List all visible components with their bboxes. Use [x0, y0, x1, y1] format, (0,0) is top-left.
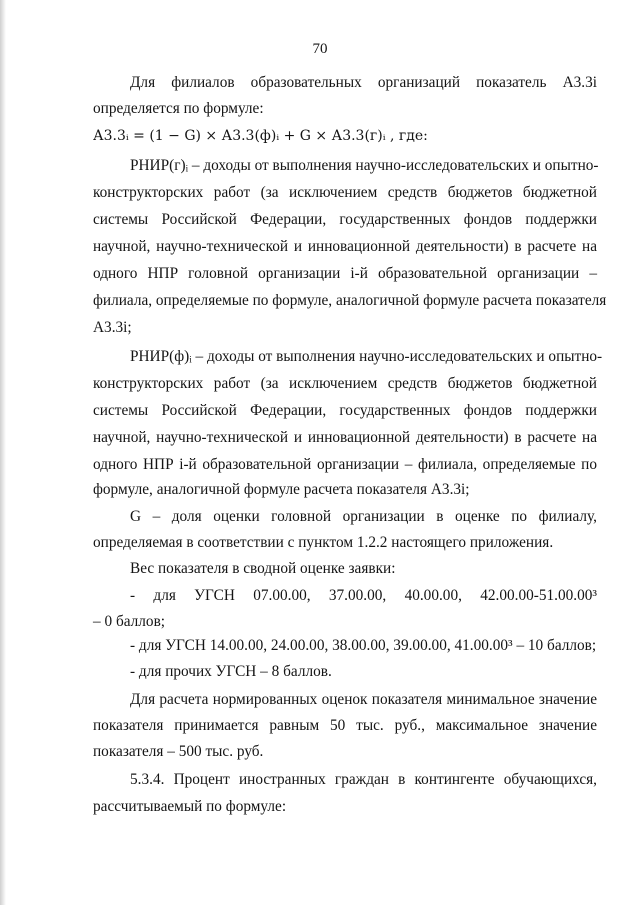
text-line: системы Российской Федерации, государственных фондов поддержки	[93, 211, 597, 228]
section-heading-line: 5.3.4. Процент иностранных граждан в контингенте обучающихся,	[130, 771, 597, 788]
text-line: А3.3i;	[93, 319, 132, 336]
text-line: формуле, аналогичной формуле расчета показателя А3.3i;	[93, 481, 470, 498]
text-line: РНИР(г)ᵢ – доходы от выполнения научно-исследовательских и опытно-	[130, 157, 599, 174]
text-line: определяется по формуле:	[93, 100, 264, 117]
list-item: - для прочих УГСН – 8 баллов.	[130, 663, 332, 680]
text-line: показателя – 500 тыс. руб.	[93, 743, 264, 760]
list-item-continuation: – 0 баллов;	[93, 613, 166, 630]
text-line: Для расчета нормированных оценок показателя минимальное значение	[130, 691, 597, 708]
text-line: Для филиалов образовательных организаций показатель А3.3i	[130, 74, 597, 91]
text-line: G – доля оценки головной организации в оценке по филиалу,	[130, 508, 597, 525]
page-number: 70	[312, 41, 328, 57]
text-line: определяемая в соответствии с пунктом 1.2.2 настоящего приложения.	[93, 534, 554, 551]
text-line: конструкторских работ (за исключением средств бюджетов бюджетной	[93, 184, 597, 201]
text-line: филиала, определяемые по формуле, аналогичной формуле расчета показателя	[93, 292, 607, 309]
text-line: конструкторских работ (за исключением средств бюджетов бюджетной	[93, 375, 597, 392]
list-item: - для УГСН 14.00.00, 24.00.00, 38.00.00, 39.00.00, 41.00.00³ – 10 баллов;	[130, 637, 597, 654]
text-line: системы Российской Федерации, государственных фондов поддержки	[93, 402, 597, 419]
text-line: рассчитываемый по формуле:	[93, 798, 287, 815]
formula-line: А3.3ᵢ = (1 − G) × А3.3(ф)ᵢ + G × А3.3(г)ᵢ , где:	[93, 128, 428, 144]
text-line: одного НПР головной организации i-й образовательной организации –	[93, 265, 597, 282]
text-line: научной, научно-технической и инновационной деятельности) в расчете на	[93, 429, 597, 446]
scan-edge	[0, 0, 6, 905]
text-line: одного НПР i-й образовательной организации – филиала, определяемые по	[93, 456, 597, 473]
text-line: Вес показателя в сводной оценке заявки:	[130, 560, 396, 577]
text-line: РНИР(ф)ᵢ – доходы от выполнения научно-исследовательских и опытно-	[130, 348, 603, 365]
list-item: - для УГСН 07.00.00, 37.00.00, 40.00.00, 42.00.00-51.00.00³	[130, 587, 597, 604]
text-line: показателя принимается равным 50 тыс. руб., максимальное значение	[93, 717, 597, 734]
text-line: научной, научно-технической и инновационной деятельности) в расчете на	[93, 238, 597, 255]
